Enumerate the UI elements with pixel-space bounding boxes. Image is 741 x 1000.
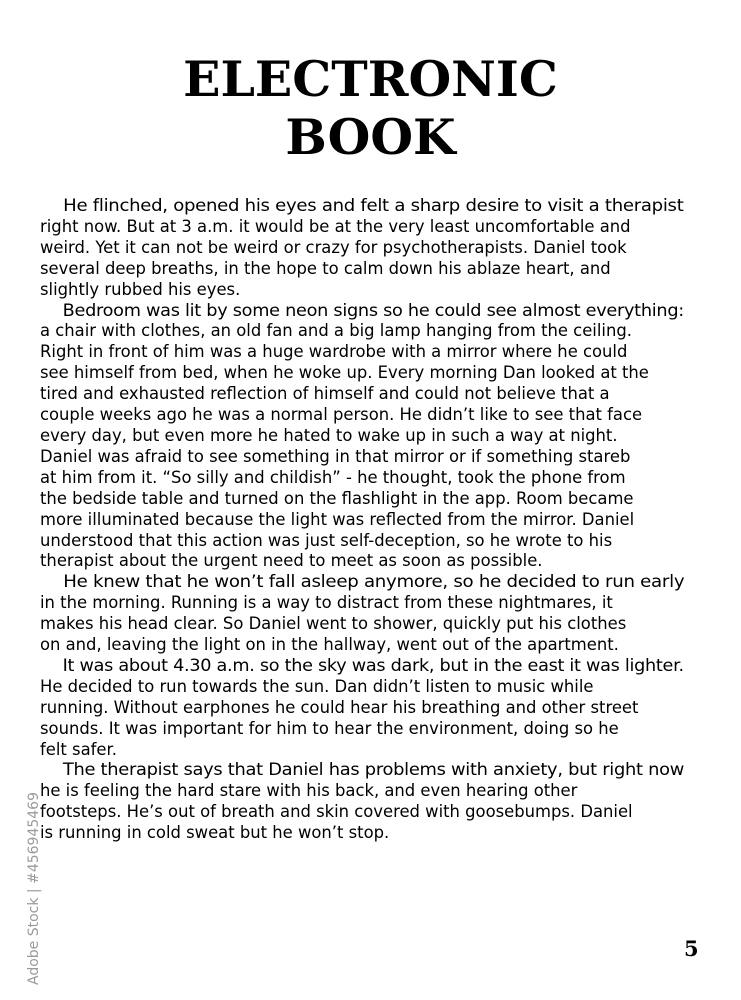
paragraph-line: understood that this action was just self-deception, so he wrote to his xyxy=(40,530,613,550)
paragraph xyxy=(40,760,705,844)
paragraph-line: footsteps. He’s out of breath and skin covered with goosebumps. Daniel xyxy=(40,802,633,822)
paragraph-line: sounds. It was important for him to hear the environment, doing so he xyxy=(40,718,619,738)
paragraph-line: is running in cold sweat but he won’t stop. xyxy=(40,823,390,843)
paragraph-line: He knew that he won’t fall asleep anymore, so he decided to run early xyxy=(63,572,685,592)
page-number: 5 xyxy=(684,936,699,961)
paragraph-line: he is feeling the hard stare with his back, and even hearing other xyxy=(40,781,578,801)
paragraph-line: more illuminated because the light was reflected from the mirror. Daniel xyxy=(40,509,635,529)
paragraph-line: in the morning. Running is a way to distract from these nightmares, it xyxy=(40,593,613,613)
paragraph-line: couple weeks ago he was a normal person. He didn’t like to see that face xyxy=(40,405,643,425)
paragraph xyxy=(40,196,705,301)
paragraph-line: slightly rubbed his eyes. xyxy=(40,279,241,299)
paragraph-line: He flinched, opened his eyes and felt a sharp desire to visit a therapist xyxy=(63,196,684,215)
paragraph-line: right now. But at 3 a.m. it would be at the very least uncomfortable and xyxy=(40,216,631,236)
paragraph-line: felt safer. xyxy=(40,739,117,759)
paragraph-line: at him from it. “So silly and childish” - he thought, took the phone from xyxy=(40,467,626,487)
paragraph-line: weird. Yet it can not be weird or crazy for psychotherapists. Daniel took xyxy=(40,237,627,257)
paragraph-line: the bedside table and turned on the flashlight in the app. Room became xyxy=(40,488,634,508)
paragraph-line: see himself from bed, when he woke up. Every morning Dan looked at the xyxy=(40,363,649,383)
title-line-1: ELECTRONIC xyxy=(183,50,558,108)
paragraph-line: on and, leaving the light on in the hallway, went out of the apartment. xyxy=(40,635,619,655)
title-line-2: BOOK xyxy=(285,108,456,166)
paragraph-line: running. Without earphones he could hear his breathing and other street xyxy=(40,697,639,717)
paragraph-line: The therapist says that Daniel has problems with anxiety, but right now xyxy=(62,760,685,780)
paragraph-line: Daniel was afraid to see something in that mirror or if something stareb xyxy=(40,446,631,466)
paragraph-line: Right in front of him was a huge wardrobe with a mirror where he could xyxy=(40,342,628,362)
paragraph-line: a chair with clothes, an old fan and a big lamp hanging from the ceiling. xyxy=(40,321,632,341)
paragraph-line: every day, but even more he hated to wake up in such a way at night. xyxy=(40,425,618,445)
paragraph-line: Bedroom was lit by some neon signs so he could see almost everything: xyxy=(62,300,684,320)
stock-watermark: Adobe Stock | #456945469 xyxy=(26,792,42,985)
paragraph xyxy=(40,572,705,656)
paragraph-line: therapist about the urgent need to meet as soon as possible. xyxy=(40,551,543,571)
paragraph-line: It was about 4.30 a.m. so the sky was dark, but in the east it was lighter. xyxy=(62,655,684,675)
paragraph-line: makes his head clear. So Daniel went to shower, quickly put his clothes xyxy=(40,614,627,634)
paragraph-line: several deep breaths, in the hope to calm down his ablaze heart, and xyxy=(40,258,611,278)
paragraph xyxy=(40,301,705,573)
paragraph-line: tired and exhausted reflection of himself and could not believe that a xyxy=(40,384,610,404)
paragraph-line: He decided to run towards the sun. Dan didn’t listen to music while xyxy=(40,676,594,696)
body-text xyxy=(40,196,705,844)
page-title xyxy=(0,50,741,166)
paragraph xyxy=(40,656,705,761)
